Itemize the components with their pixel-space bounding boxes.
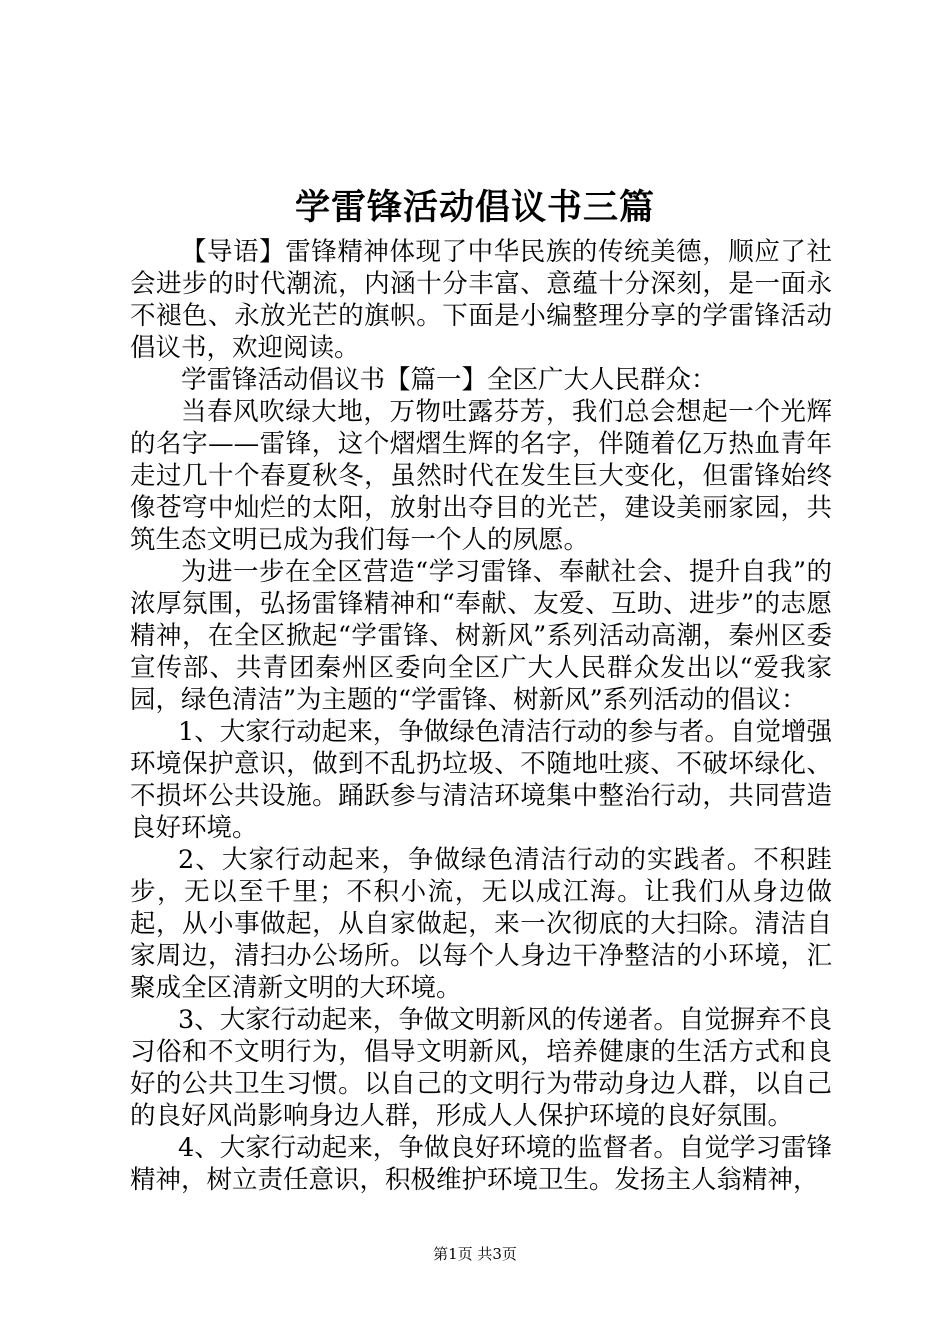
- intro-paragraph: 【导语】雷锋精神体现了中华民族的传统美德，顺应了社会进步的时代潮流，内涵十分丰富、意蕴十分深刻，是一面永不褪色、永放光芒的旗帜。下面是小编整理分享的学雷锋活动倡议书，欢迎阅读。: [130, 237, 832, 363]
- list-item: 1、大家行动起来，争做绿色清洁行动的参与者。自觉增强环境保护意识，做到不乱扔垃圾、不随地吐痰、不破坏绿化、不损坏公共设施。踊跃参与清洁环境集中整治行动，共同营造良好环境。: [130, 717, 832, 843]
- list-item: 3、大家行动起来，争做文明新风的传递者。自觉摒弃不良习俗和不文明行为，倡导文明新风，培养健康的生活方式和良好的公共卫生习惯。以自己的文明行为带动身边人群，以自己的良好风尚影响身边人群，形成人人保护环境的良好氛围。: [130, 1005, 832, 1131]
- section-heading: 学雷锋活动倡议书【篇一】全区广大人民群众：: [181, 365, 717, 395]
- page-footer: 第1页 共3页: [433, 1245, 517, 1263]
- body-paragraph: 当春风吹绿大地，万物吐露芬芳，我们总会想起一个光辉的名字——雷锋，这个熠熠生辉的名字，伴随着亿万热血青年走过几十个春夏秋冬，虽然时代在发生巨大变化，但雷锋始终像苍穹中灿烂的太阳，放射出夺目的光芒，建设美丽家园，共筑生态文明已成为我们每一个人的夙愿。: [130, 397, 832, 555]
- list-item: 4、大家行动起来，争做良好环境的监督者。自觉学习雷锋精神，树立责任意识，积极维护环境卫生。发扬主人翁精神，: [130, 1133, 832, 1195]
- list-item: 2、大家行动起来，争做绿色清洁行动的实践者。不积跬步，无以至千里；不积小流，无以成江海。让我们从身边做起，从小事做起，从自家做起，来一次彻底的大扫除。清洁自家周边，清扫办公场所。以每个人身边干净整洁的小环境，汇聚成全区清新文明的大环境。: [130, 845, 832, 1003]
- document-body: [130, 236, 832, 1196]
- body-paragraph: 为进一步在全区营造“学习雷锋、奉献社会、提升自我”的浓厚氛围，弘扬雷锋精神和“奉献、友爱、互助、进步”的志愿精神，在全区掀起“学雷锋、树新风”系列活动高潮，秦州区委宣传部、共青团秦州区委向全区广大人民群众发出以“爱我家园，绿色清洁”为主题的“学雷锋、树新风”系列活动的倡议：: [130, 557, 832, 715]
- document-title: 学雷锋活动倡议书三篇: [294, 188, 655, 228]
